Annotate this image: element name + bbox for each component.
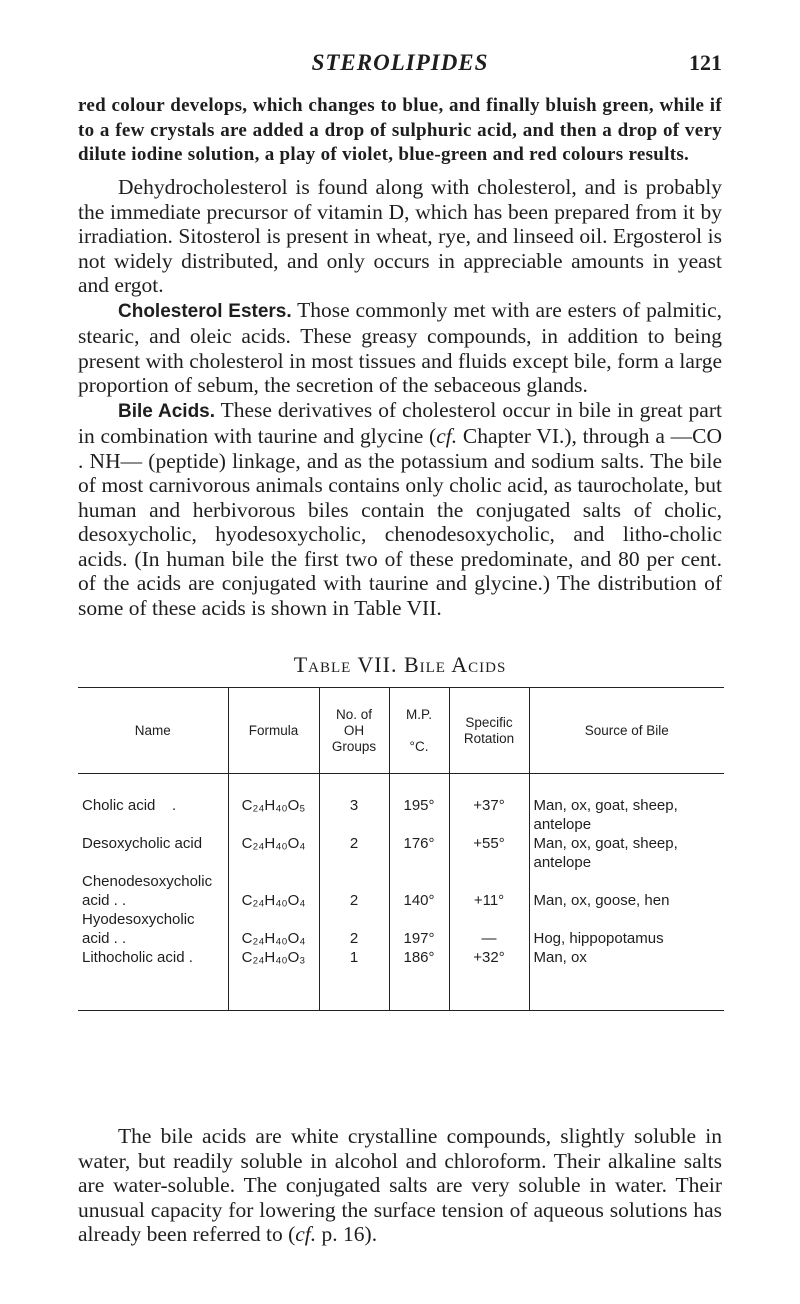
text-block-1 xyxy=(78,175,722,620)
paragraph-1: red colour develops, which changes to blue, and finally bluish green, while if to a few crystals are added a drop of sulphuric acid, and then a drop of very dilute iodine solution, a play of violet, blue-green and red colours results. xyxy=(78,95,722,165)
header-melting-point: M.P. °C. xyxy=(389,688,449,774)
cell-oh: 2 xyxy=(319,834,389,872)
table-title: Table VII. Bile Acids xyxy=(293,652,507,677)
cell-formula: C₂₄H₄₀O₄ xyxy=(228,910,319,948)
cell-rotation: — xyxy=(449,910,529,948)
table-header-row xyxy=(78,688,724,774)
cell-oh: 1 xyxy=(319,948,389,1011)
text-block-2 xyxy=(78,1124,722,1247)
cell-name: Chenodesoxycholic acid . . xyxy=(82,873,213,909)
cell-formula: C₂₄H₄₀O₃ xyxy=(228,948,319,1011)
cell-source: Man, ox, goat, sheep, antelope xyxy=(529,834,724,872)
cell-rotation: +55° xyxy=(449,834,529,872)
cell-name: Desoxycholic acid xyxy=(82,835,203,852)
cell-mp: 140° xyxy=(389,872,449,910)
bile-acids-table xyxy=(78,687,724,1011)
cell-rotation: +11° xyxy=(449,872,529,910)
page-header xyxy=(0,50,800,84)
header-oh-groups: No. of OH Groups xyxy=(319,688,389,774)
cell-mp: 176° xyxy=(389,834,449,872)
cell-name: Lithocholic acid . xyxy=(78,948,228,1011)
section-heading-bile-acids: Bile Acids. xyxy=(118,400,216,422)
cell-formula: C₂₄H₄₀O₄ xyxy=(228,834,319,872)
header-name: Name xyxy=(78,688,228,774)
table-row xyxy=(78,948,724,1011)
page-number: 121 xyxy=(689,50,722,75)
paragraph-cholesterol-esters xyxy=(78,298,722,398)
cell-source: Man, ox xyxy=(529,948,724,1011)
cell-oh: 3 xyxy=(319,774,389,835)
cf-italic: cf. xyxy=(436,424,458,448)
paragraph-4-text-a: These derivatives of cholesterol occur in bile in great part in combination with taurine and glycine ( xyxy=(78,397,722,448)
table-row xyxy=(78,910,724,948)
cell-name: Cholic acid . xyxy=(82,797,177,814)
paragraph-bile-acids xyxy=(78,398,722,621)
cell-source: Hog, hippopotamus xyxy=(529,910,724,948)
paragraph-2: Dehydrocholesterol is found along with cholesterol, and is probably the immediate precursor of vitamin D, which has been prepared from it by irradiation. Sitosterol is present in wheat, rye, and linseed oil. Ergosterol is not widely distributed, and only occurs in appreciable amounts in yeast and ergot. xyxy=(78,175,722,297)
cell-name: Hyodesoxycholic acid . . xyxy=(82,911,195,947)
cell-mp: 195° xyxy=(389,774,449,835)
header-specific-rotation: Specific Rotation xyxy=(449,688,529,774)
cell-mp: 197° xyxy=(389,910,449,948)
table-row xyxy=(78,872,724,910)
header-source: Source of Bile xyxy=(529,688,724,774)
cell-rotation: +37° xyxy=(449,774,529,835)
cell-rotation: +32° xyxy=(449,948,529,1011)
paragraph-4-text-b: Chapter VI.), through a —CO . NH— (peptide) linkage, and as the potassium and sodium salts. The bile of most carnivorous animals contains only cholic acid, as taurocholate, but human and herbivorous biles contain the conjugated salts of cholic, desoxycholic, hyodesoxycholic, chenodesoxycholic, and litho-cholic acids. (In human bile the first two of these predominate, and 80 per cent. of the acids are conjugated with taurine and glycine.) The distribution of some of these acids is shown in Table VII. xyxy=(78,424,722,620)
cell-oh: 2 xyxy=(319,910,389,948)
cell-formula: C₂₄H₄₀O₄ xyxy=(228,872,319,910)
cell-source: Man, ox, goose, hen xyxy=(529,872,724,910)
running-head: STEROLIPIDES xyxy=(311,50,489,75)
cell-source: Man, ox, goat, sheep, antelope xyxy=(529,774,724,835)
cell-oh: 2 xyxy=(319,872,389,910)
table-row xyxy=(78,774,724,835)
header-formula: Formula xyxy=(228,688,319,774)
cell-formula: C₂₄H₄₀O₅ xyxy=(228,774,319,835)
table-row xyxy=(78,834,724,872)
paragraph-5: The bile acids are white crystalline compounds, slightly soluble in water, but readily soluble in alcohol and chloroform. Their alkaline salts are water-soluble. The conjugated salts are very soluble in water. Their unusual capacity for lowering the surface tension of aqueous solutions has already been referred to (cf. p. 16). xyxy=(78,1124,722,1246)
cf-italic: cf. xyxy=(295,1222,317,1246)
cell-mp: 186° xyxy=(389,948,449,1011)
section-heading-cholesterol-esters: Cholesterol Esters. xyxy=(118,300,292,322)
paragraph-3-text: Those commonly met with are esters of palmitic, stearic, and oleic acids. These greasy compounds, in addition to being present with cholesterol in most tissues and fluids except bile, form a large proportion of sebum, the secretion of the sebaceous glands. xyxy=(78,297,723,397)
